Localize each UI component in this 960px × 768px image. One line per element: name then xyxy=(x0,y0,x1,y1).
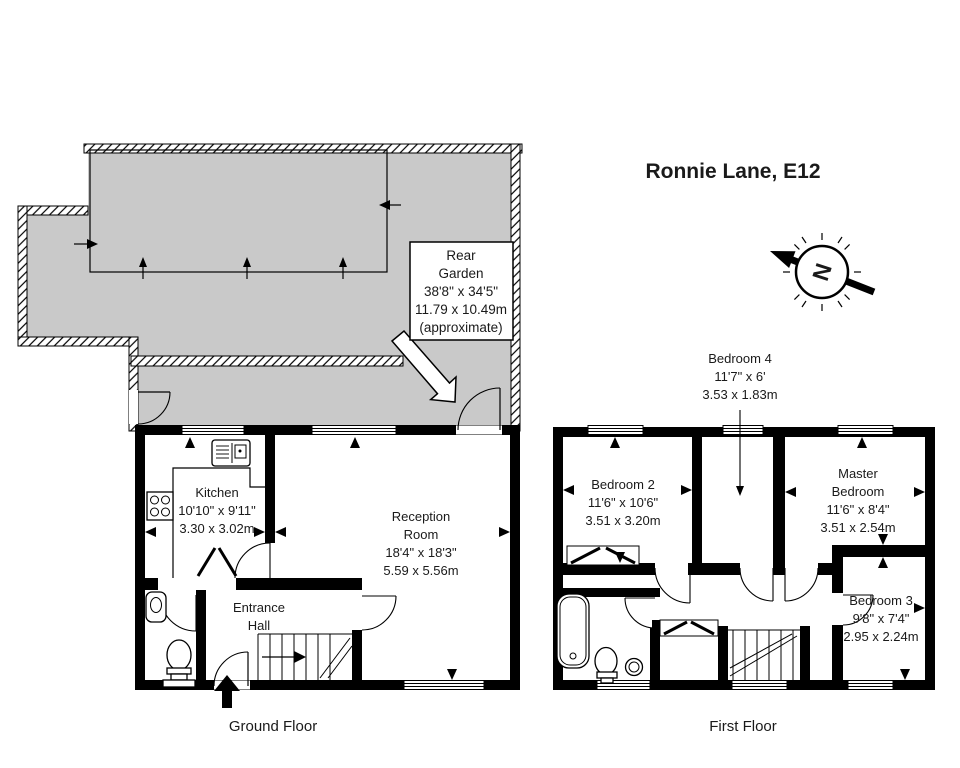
bedroom3-name: Bedroom 3 xyxy=(849,593,913,608)
master-dims-metric: 3.51 x 2.54m xyxy=(820,520,896,535)
reception-dims-metric: 5.59 x 5.56m xyxy=(383,563,459,578)
window xyxy=(404,681,484,690)
bedroom4-dims-metric: 3.53 x 1.83m xyxy=(702,387,778,402)
first-floor-plan xyxy=(553,351,935,690)
master-name-line1: Master xyxy=(838,466,878,481)
kitchen-dims-imperial: 10'10" x 9'11" xyxy=(178,503,256,518)
kitchen-sink xyxy=(212,440,250,466)
landing-cupboard xyxy=(660,620,718,636)
garden-name-line1: Rear xyxy=(446,248,476,263)
garden xyxy=(18,144,522,431)
first-floor-label: First Floor xyxy=(709,718,777,735)
bedroom2-wardrobe xyxy=(567,546,639,565)
bedroom2-dims-imperial: 11'6" x 10'6" xyxy=(587,495,659,510)
reception-name-line1: Reception xyxy=(391,509,451,524)
window xyxy=(838,426,893,435)
bedroom3-dims-imperial: 9'8" x 7'4" xyxy=(852,611,910,626)
master-dims-imperial: 11'6" x 8'4" xyxy=(826,502,890,517)
kitchen-dims-metric: 3.30 x 3.02m xyxy=(179,521,255,536)
garden-label-box xyxy=(410,242,513,340)
plan-title: Ronnie Lane, E12 xyxy=(645,160,821,183)
compass-north-letter: N xyxy=(807,260,837,284)
master-name-line2: Bedroom xyxy=(831,484,885,499)
reception-name-line2: Room xyxy=(403,527,439,542)
reception-dims-imperial: 18'4" x 18'3" xyxy=(385,545,457,560)
window xyxy=(182,426,244,435)
bedroom4-name: Bedroom 4 xyxy=(708,351,772,366)
window xyxy=(723,426,763,435)
entrance-hall-name-line2: Hall xyxy=(247,618,271,633)
ground-floor-base xyxy=(135,425,520,690)
window xyxy=(312,426,396,435)
kitchen-hob xyxy=(147,492,173,520)
garden-dims-metric: 11.79 x 10.49m xyxy=(414,302,508,317)
entrance-hall-name-line1: Entrance xyxy=(232,600,286,615)
garden-dims-imperial: 38'8" x 34'5" xyxy=(423,284,499,299)
bedroom4-dims-imperial: 11'7" x 6' xyxy=(714,369,766,384)
window xyxy=(732,681,787,690)
garden-note: (approximate) xyxy=(419,320,503,335)
bedroom2-name: Bedroom 2 xyxy=(591,477,655,492)
bathroom-tub xyxy=(557,594,589,668)
garden-name-line2: Garden xyxy=(438,266,484,281)
wc-basin xyxy=(146,592,166,622)
compass xyxy=(770,233,874,311)
bedroom3-dims-metric: 2.95 x 2.24m xyxy=(843,629,919,644)
window xyxy=(848,681,893,690)
window xyxy=(588,426,643,435)
ground-floor-plan xyxy=(135,388,520,708)
bathroom-basin xyxy=(626,659,643,676)
ground-floor-label: Ground Floor xyxy=(228,718,318,735)
bedroom2-dims-metric: 3.51 x 3.20m xyxy=(585,513,661,528)
kitchen-name: Kitchen xyxy=(195,485,239,500)
bathroom-toilet xyxy=(595,648,617,684)
